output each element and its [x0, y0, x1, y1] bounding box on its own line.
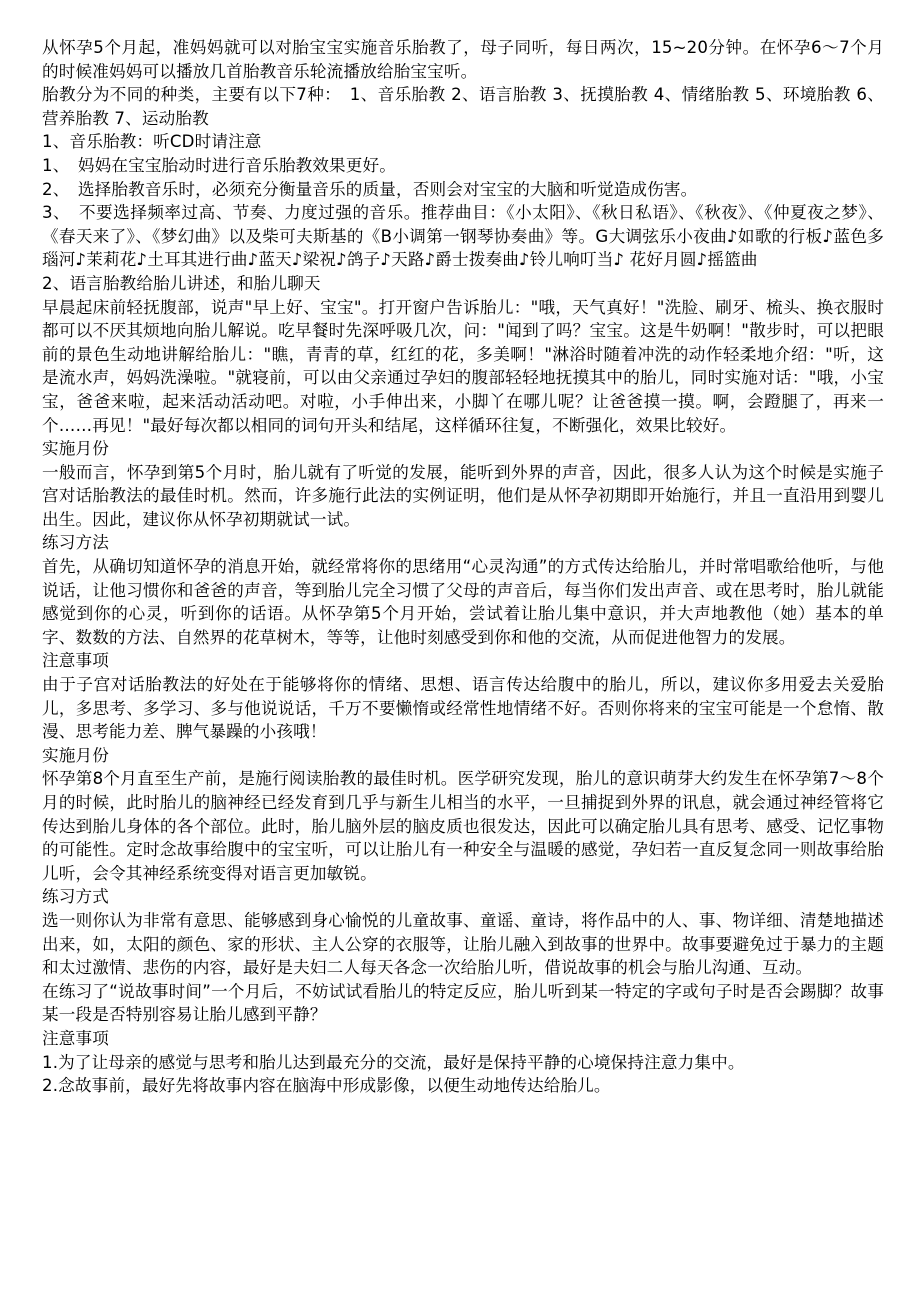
notes-item-1: 1.为了让母亲的感觉与思考和胎儿达到最充分的交流，最好是保持平静的心境保持注意力集中。 [42, 1052, 745, 1072]
notes-item-2: 2.念故事前，最好先将故事内容在脑海中形成影像，以便生动地传达给胎儿。 [42, 1076, 611, 1096]
practice-paragraph-2: 在练习了“说故事时间”一个月后，不妨试试看胎儿的特定反应，胎儿听到某一特定的字或句子时是否会踢脚？故事某一段是否特别容易让胎儿感到平静？ [42, 981, 884, 1025]
types-paragraph: 胎教分为不同的种类，主要有以下7种： 1、音乐胎教 2、语言胎教 3、抚摸胎教 4、情绪胎教 5、环境胎教 6、营养胎教 7、运动胎教 [42, 85, 884, 128]
document-body [42, 36, 884, 1098]
subheading-practice: 练习方式 [42, 887, 109, 907]
music-note-3: 3、 不要选择频率过高、节奏、力度过强的音乐。推荐曲目：《小太阳》、《秋日私语》、《秋夜》、《仲夏夜之梦》、《春天来了》、《梦幻曲》以及柴可夫斯基的《B小调第一钢琴协奏曲》等。G大调弦乐小夜曲♪如歌的行板♪蓝色多瑙河♪茉莉花♪土耳其进行曲♪蓝天♪梁祝♪鸽子♪天路♪爵士拨奏曲♪铃儿响叮当♪ 花好月圆♪摇篮曲 [42, 203, 884, 270]
subheading-notes-1: 注意事项 [42, 651, 109, 671]
method-paragraph: 首先，从确切知道怀孕的消息开始，就经常将你的思绪用“心灵沟通”的方式传达给胎儿，并时常唱歌给他听，与他说话，让他习惯你和爸爸的声音，等到胎儿完全习惯了父母的声音后，每当你们发出声音、或在思考时，胎儿就能感觉到你的心灵，听到你的话语。从怀孕第5个月开始，尝试着让胎儿集中意识，并大声地教他（她）基本的单字、数数的方法、自然界的花草树木，等等，让他时刻感受到你和他的交流，从而促进他智力的发展。 [42, 557, 884, 647]
subheading-month-2: 实施月份 [42, 745, 109, 765]
intro-paragraph: 从怀孕5个月起，准妈妈就可以对胎宝宝实施音乐胎教了，母子同听，每日两次，15~20分钟。在怀孕6～7个月的时候准妈妈可以播放几首胎教音乐轮流播放给胎宝宝听。 [42, 38, 884, 81]
notes-paragraph-1: 由于子宫对话胎教法的好处在于能够将你的情绪、思想、语言传达给腹中的胎儿，所以，建议你多用爱去关爱胎儿，多思考、多学习、多与他说说话，千万不要懒惰或经常性地情绪不好。否则你将来的宝宝可能是一个怠惰、散漫、思考能力差、脾气暴躁的小孩哦！ [42, 675, 884, 742]
section-heading-language: 2、语言胎教给胎儿讲述，和胎儿聊天 [42, 273, 321, 293]
month-paragraph-1: 一般而言，怀孕到第5个月时，胎儿就有了听觉的发展，能听到外界的声音，因此，很多人认为这个时候是实施子宫对话胎教法的最佳时机。然而，许多施行此法的实例证明，他们是从怀孕初期即开始施行，并且一直沿用到婴儿出生。因此，建议你从怀孕初期就试一试。 [42, 462, 884, 529]
music-note-1: 1、 妈妈在宝宝胎动时进行音乐胎教效果更好。 [42, 155, 397, 175]
subheading-notes-2: 注意事项 [42, 1028, 109, 1048]
subheading-month-1: 实施月份 [42, 439, 109, 459]
subheading-method: 练习方法 [42, 533, 109, 553]
language-paragraph: 早晨起床前轻抚腹部，说声"早上好、宝宝"。打开窗户告诉胎儿："哦，天气真好！"洗脸、刷牙、梳头、换衣服时都可以不厌其烦地向胎儿解说。吃早餐时先深呼吸几次，问："闻到了吗？宝宝。这是牛奶啊！"散步时，可以把眼前的景色生动地讲解给胎儿："瞧，青青的草，红红的花，多美啊！"淋浴时随着冲洗的动作轻柔地介绍："听，这是流水声，妈妈洗澡啦。"就寝前，可以由父亲通过孕妇的腹部轻轻地抚摸其中的胎儿，同时实施对话："哦，小宝宝，爸爸来啦，起来活动活动吧。对啦，小手伸出来，小脚丫在哪儿呢？让爸爸摸一摸。啊，会蹬腿了，再来一个……再见！"最好每次都以相同的词句开头和结尾，这样循环往复，不断强化，效果比较好。 [42, 297, 884, 435]
practice-paragraph-1: 选一则你认为非常有意思、能够感到身心愉悦的儿童故事、童谣、童诗，将作品中的人、事、物详细、清楚地描述出来，如，太阳的颜色、家的形状、主人公穿的衣服等，让胎儿融入到故事的世界中。故事要避免过于暴力的主题和太过激情、悲伤的内容，最好是夫妇二人每天各念一次给胎儿听，借说故事的机会与胎儿沟通、互动。 [42, 910, 884, 978]
month-paragraph-2: 怀孕第8个月直至生产前，是施行阅读胎教的最佳时机。医学研究发现，胎儿的意识萌芽大约发生在怀孕第7～8个月的时候，此时胎儿的脑神经已经发育到几乎与新生儿相当的水平，一旦捕捉到外界的讯息，就会通过神经管将它传达到胎儿身体的各个部位。此时，胎儿脑外层的脑皮质也很发达，因此可以确定胎儿具有思考、感受、记忆事物的可能性。定时念故事给腹中的宝宝听，可以让胎儿有一种安全与温暖的感觉，孕妇若一直反复念同一则故事给胎儿听，会令其神经系统变得对语言更加敏锐。 [42, 769, 884, 883]
section-heading-music: 1、音乐胎教：听CD时请注意 [42, 132, 262, 152]
music-note-2: 2、 选择胎教音乐时，必须充分衡量音乐的质量，否则会对宝宝的大脑和听觉造成伤害。 [42, 179, 698, 199]
